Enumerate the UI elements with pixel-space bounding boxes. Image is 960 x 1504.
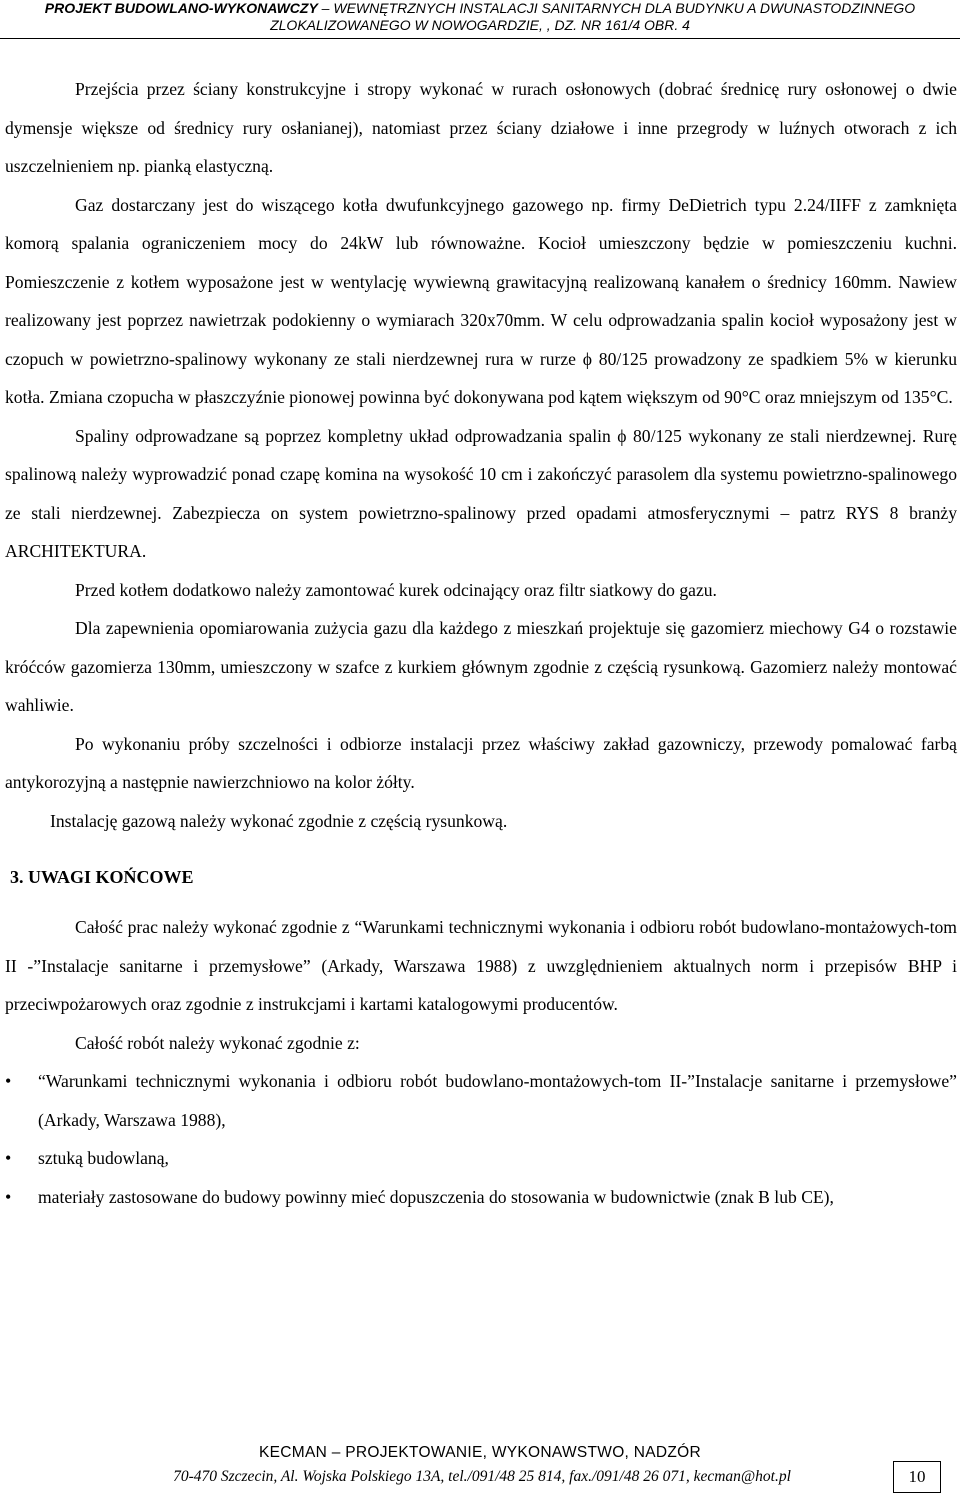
header-project-description: – WEWNĘTRZNYCH INSTALACJI SANITARNYCH DLA BUDYNKU A DWUNASTODZINNEGO bbox=[317, 0, 916, 16]
footer-address: 70-470 Szczecin, Al. Wojska Polskiego 13A, tel./091/48 25 814, fax./091/48 26 071, kecman@hot.pl bbox=[173, 1468, 791, 1485]
header-title-line2: ZLOKALIZOWANEGO W NOWOGARDZIE, , DZ. NR 161/4 OBR. 4 bbox=[270, 17, 690, 33]
bullet-icon: • bbox=[5, 1148, 12, 1168]
bullet-icon: • bbox=[5, 1186, 12, 1207]
list-item-text: “Warunkami technicznymi wykonania i odbioru robót budowlano-montażowych-tom II-”Instalacje sanitarne i przemysłowe” (Arkady, Warszawa 1988), bbox=[38, 1071, 957, 1130]
page-number: 10 bbox=[893, 1461, 941, 1493]
paragraph-flue-gases: Spaliny odprowadzane są poprzez kompletny układ odprowadzania spalin ϕ 80/125 wykonany ze stali nierdzewnej. Rurę spalinową należy wyprowadzić ponad czapę komina na wysokość 10 cm i zakończyć parasolem dla systemu powietrzno-spalinowego ze stali nierdzewnej. Zabezpiecza on system powietrzno-spalinowy przed opadami atmosferycznymi – patrz RYS 8 branży ARCHITEKTURA. bbox=[5, 425, 957, 561]
document-body bbox=[5, 70, 957, 1216]
header-project-label: PROJEKT BUDOWLANO-WYKONAWCZY bbox=[44, 0, 318, 16]
page-header bbox=[0, 0, 960, 39]
header-title-line1 bbox=[0, 0, 960, 16]
paragraph-gas-meter: Dla zapewnienia opomiarowania zużycia gazu dla każdego z mieszkań projektuje się gazomierz miechowy G4 o rozstawie króćców gazomierza 130mm, umieszczony w szafce z kurkiem głównym zgodnie z częścią rysunkową. Gazomierz należy montować wahliwie. bbox=[5, 618, 957, 715]
paragraph-shutoff-valve: Przed kotłem dodatkowo należy zamontować kurek odcinający oraz filtr siatkowy do gazu. bbox=[75, 579, 717, 600]
bullet-icon: • bbox=[5, 1071, 12, 1091]
section-title: 3. UWAGI KOŃCOWE bbox=[10, 867, 194, 887]
compliance-list bbox=[5, 1062, 957, 1216]
list-item bbox=[5, 1062, 957, 1139]
paragraph-works-compliance: Całość robót należy wykonać zgodnie z: bbox=[75, 1032, 360, 1053]
list-item bbox=[5, 1139, 957, 1178]
footer-company: KECMAN – PROJEKTOWANIE, WYKONAWSTWO, NADZÓR bbox=[258, 1444, 702, 1461]
paragraph-gas-installation: Instalację gazową należy wykonać zgodnie z częścią rysunkową. bbox=[50, 810, 508, 831]
paragraph-tightness-test: Po wykonaniu próby szczelności i odbiorze instalacji przez właściwy zakład gazowniczy, przewody pomalować farbą antykorozyjną a następnie nawierzchniowo na kolor żółty. bbox=[5, 733, 957, 792]
page-footer bbox=[0, 1444, 960, 1494]
paragraph-gas-boiler: Gaz dostarczany jest do wiszącego kotła dwufunkcyjnego gazowego np. firmy DeDietrich typu 2.24/IIFF z zamknięta komorą spalania ograniczeniem mocy do 24kW lub równoważne. Kocioł umieszczony będzie w pomieszczeniu kuchni. Pomieszczenie z kotłem wyposażone jest w wentylację wywiewną grawitacyjną realizowaną kanałem o średnicy 160mm. Nawiew realizowany jest poprzez nawietrzak podokienny o wymiarach 320x70mm. W celu odprowadzania spalin kocioł wyposażony jest w czopuch w powietrzno-spalinowy wykonany ze stali nierdzewnej rura w rurze ϕ 80/125 prowadzony ze spadkiem 5% w kierunku kotła. Zmiana czopucha w płaszczyźnie pionowej powinna być dokonywana pod kątem większym od 90°C oraz mniejszym od 135°C. bbox=[5, 194, 957, 407]
list-item-text: materiały zastosowane do budowy powinny mieć dopuszczenia do stosowania w budownictwie (znak B lub CE), bbox=[38, 1186, 834, 1207]
paragraph-penetrations: Przejścia przez ściany konstrukcyjne i stropy wykonać w rurach osłonowych (dobrać średnicę rury osłonowej o dwie dymensje większe od średnicy rury osłanianej), natomiast przez ściany działowe i inne przegrody w luźnych otworach z ich uszczelnieniem np. pianką elastyczną. bbox=[5, 79, 957, 176]
paragraph-final-remarks: Całość prac należy wykonać zgodnie z “Warunkami technicznymi wykonania i odbioru robót budowlano-montażowych-tom II -”Instalacje sanitarne i przemysłowe” (Arkady, Warszawa 1988) z uwzględnieniem aktualnych norm i przepisów BHP i przeciwpożarowych oraz zgodnie z instrukcjami i kartami katalogowymi producentów. bbox=[5, 917, 957, 1014]
list-item-text: sztuką budowlaną, bbox=[38, 1148, 169, 1168]
list-item bbox=[5, 1178, 957, 1217]
